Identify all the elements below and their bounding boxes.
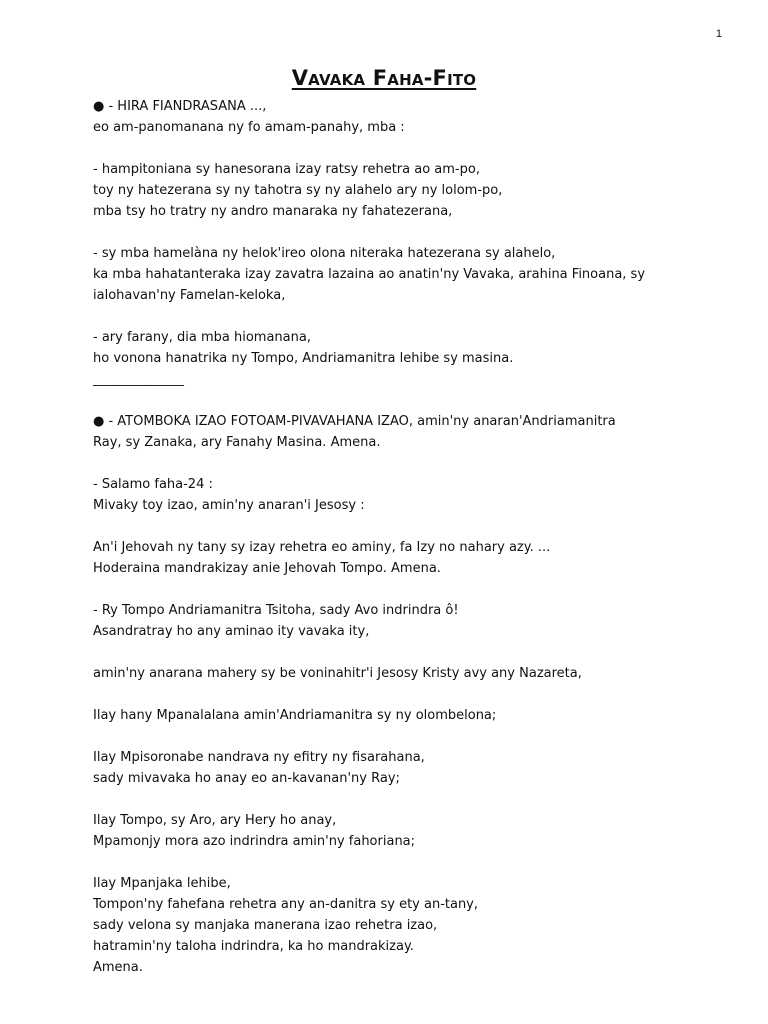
text-line: ● - ATOMBOKA IZAO FOTOAM-PIVAVAHANA IZAO, amin'ny anaran'Andriamanitra <box>93 414 616 429</box>
paragraph-gap <box>93 579 733 600</box>
paragraph <box>93 873 733 978</box>
text-line: sady velona sy manjaka manerana izao rehetra izao, <box>93 918 438 933</box>
text-line: ialohavan'ny Famelan-keloka, <box>93 288 286 303</box>
paragraph-gap <box>93 222 733 243</box>
paragraph-gap <box>93 642 733 663</box>
text-line: Asandratray ho any aminao ity vavaka ity, <box>93 624 370 639</box>
text-line: ka mba hahatanteraka izay zavatra lazaina ao anatin'ny Vavaka, arahina Finoana, sy <box>93 267 646 282</box>
paragraph-gap <box>93 453 733 474</box>
text-line: hatramin'ny taloha indrindra, ka ho mandrakizay. <box>93 939 414 954</box>
document-body <box>93 96 733 978</box>
paragraph <box>93 810 733 852</box>
paragraph-gap <box>93 789 733 810</box>
paragraph-gap <box>93 726 733 747</box>
text-line: ho vonona hanatrika ny Tompo, Andriamanitra lehibe sy masina. <box>93 351 514 366</box>
text-line: - Ry Tompo Andriamanitra Tsitoha, sady Avo indrindra ô! <box>93 603 459 618</box>
paragraph <box>93 243 733 306</box>
paragraph-gap <box>93 516 733 537</box>
text-line: Tompon'ny fahefana rehetra any an-danitra sy ety an-tany, <box>93 897 479 912</box>
paragraph <box>93 411 733 453</box>
text-line: sady mivavaka ho anay eo an-kavanan'ny Ray; <box>93 771 400 786</box>
paragraph <box>93 96 733 138</box>
paragraph-gap <box>93 852 733 873</box>
text-line: - Salamo faha-24 : <box>93 477 213 492</box>
paragraph <box>93 537 733 579</box>
text-line: eo am-panomanana ny fo amam-panahy, mba : <box>93 120 405 135</box>
paragraph <box>93 327 733 390</box>
paragraph <box>93 600 733 642</box>
page-number: 1 <box>715 28 722 40</box>
paragraph-gap <box>93 306 733 327</box>
text-line: Ilay hany Mpanalalana amin'Andriamanitra sy ny olombelona; <box>93 708 497 723</box>
paragraph-gap <box>93 138 733 159</box>
paragraph <box>93 705 733 726</box>
text-line: Ilay Tompo, sy Aro, ary Hery ho anay, <box>93 813 337 828</box>
text-line: An'i Jehovah ny tany sy izay rehetra eo aminy, fa Izy no nahary azy. ... <box>93 540 551 555</box>
text-line: Ilay Mpisoronabe nandrava ny efitry ny fisarahana, <box>93 750 425 765</box>
text-line: Ilay Mpanjaka lehibe, <box>93 876 231 891</box>
text-line: amin'ny anarana mahery sy be voninahitr'i Jesosy Kristy avy any Nazareta, <box>93 666 582 681</box>
paragraph-gap <box>93 684 733 705</box>
paragraph <box>93 159 733 222</box>
text-line: Amena. <box>93 960 143 975</box>
text-line: Hoderaina mandrakizay anie Jehovah Tompo. Amena. <box>93 561 441 576</box>
document-title: Vavaka Faha-Fito <box>291 66 477 90</box>
text-line: ● - HIRA FIANDRASANA ..., <box>93 99 267 114</box>
paragraph <box>93 474 733 516</box>
paragraph-gap <box>93 390 733 411</box>
text-line: - sy mba hamelàna ny helok'ireo olona niteraka hatezerana sy alahelo, <box>93 246 556 261</box>
text-line: Mpamonjy mora azo indrindra amin'ny fahoriana; <box>93 834 416 849</box>
paragraph <box>93 663 733 684</box>
text-line: toy ny hatezerana sy ny tahotra sy ny alahelo ary ny lolom-po, <box>93 183 503 198</box>
text-line: ______________ <box>93 372 184 387</box>
text-line: Ray, sy Zanaka, ary Fanahy Masina. Amena. <box>93 435 381 450</box>
text-line: - ary farany, dia mba hiomanana, <box>93 330 311 345</box>
paragraph <box>93 747 733 789</box>
text-line: - hampitoniana sy hanesorana izay ratsy rehetra ao am-po, <box>93 162 480 177</box>
text-line: Mivaky toy izao, amin'ny anaran'i Jesosy : <box>93 498 365 513</box>
text-line: mba tsy ho tratry ny andro manaraka ny fahatezerana, <box>93 204 453 219</box>
